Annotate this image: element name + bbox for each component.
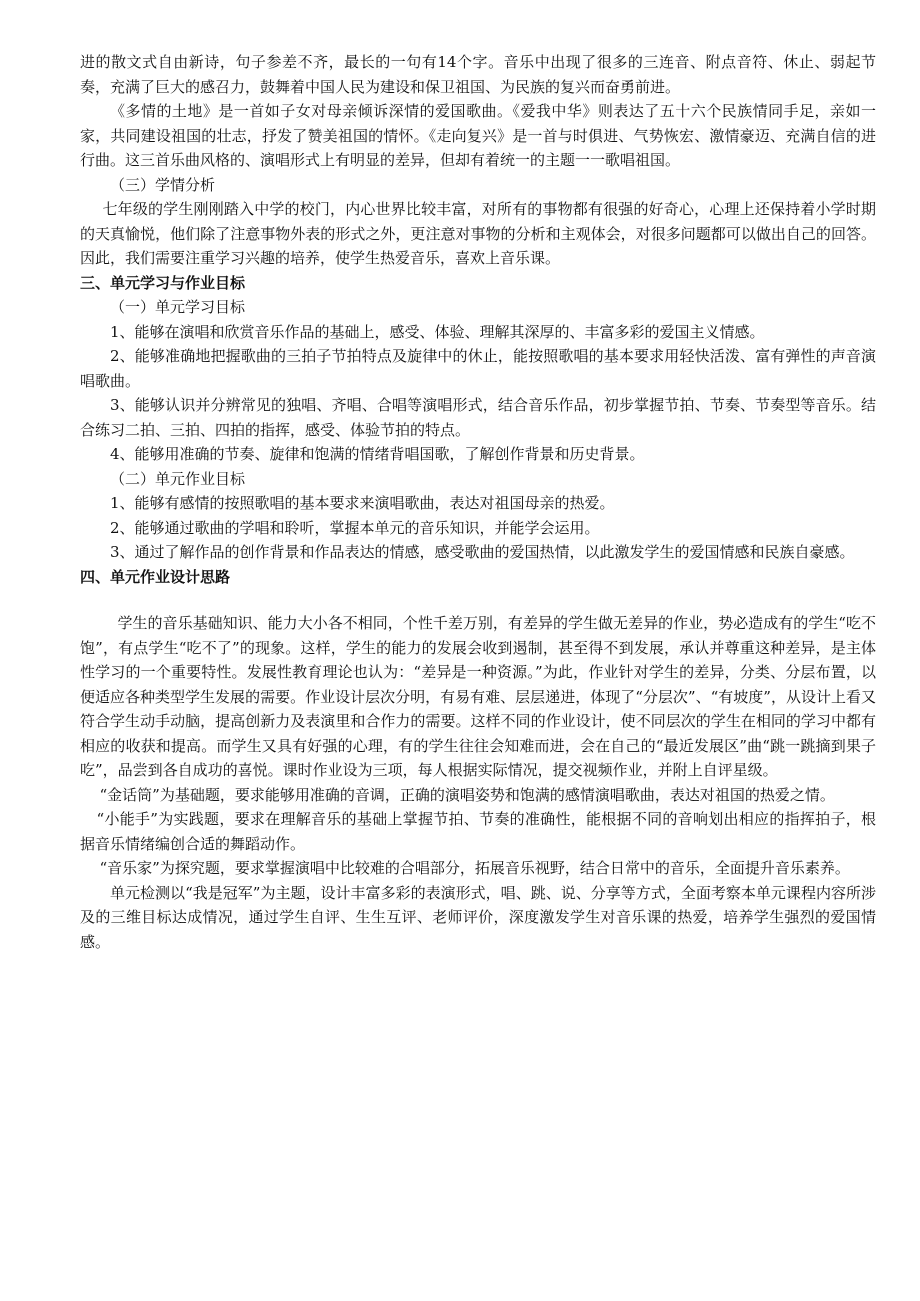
subheading-student-analysis: （三）学情分析 (110, 175, 216, 194)
paragraph-golden-microphone: “金话筒”为基础题，要求能够用准确的音调，正确的演唱姿势和饱满的感情演唱歌曲，表达对祖国的热爱之情。 (99, 785, 835, 804)
paragraph-three-songs: 《多情的土地》是一首如子女对母亲倾诉深情的爱国歌曲。《爱我中华》则表达了五十六个民族情同手足，亲如一家，共同建设祖国的壮志，抒发了赞美祖国的情怀。《走向复兴》是一首与时俱进、气势恢宏、激情豪迈、充满自信的进行曲。这三首乐曲风格的、演唱形式上有明显的差异，但却有着统一的主题一一歌唱祖国。 (80, 102, 876, 169)
homework-goal-3: 3、通过了解作品的创作背景和作品表达的情感，感受歌曲的爱国热情，以此激发学生的爱国情感和民族自豪感。 (110, 543, 855, 561)
homework-goal-2: 2、能够通过歌曲的学唱和聆听，掌握本单元的音乐知识，并能学会运用。 (110, 518, 600, 537)
paragraph-student-analysis: 七年级的学生刚刚踏入中学的校门，内心世界比较丰富，对所有的事物都有很强的好奇心，心理上还保持着小学时期的天真愉悦，他们除了注意事物外表的形式之外，更注意对事物的分析和主观体会，对很多问题都可以做出自己的回答。因此，我们需要注重学习兴趣的培养，使学生热爱音乐，喜欢上音乐课。 (80, 200, 876, 267)
paragraph-musician: “音乐家”为探究题，要求掌握演唱中比较难的合唱部分，拓展音乐视野，结合日常中的音乐，全面提升音乐素养。 (99, 859, 850, 877)
paragraph-little-expert: “小能手”为实践题，要求在理解音乐的基础上掌握节拍、节奏的准确性，能根据不同的音响划出相应的指挥拍子，根据音乐情绪编创合适的舞蹈动作。 (80, 810, 876, 853)
paragraph-design-rationale: 学生的音乐基础知识、能力大小各不相同，个性千差万别，有差异的学生做无差异的作业，势必造成有的学生“吃不饱”，有点学生“吃不了”的现象。这样，学生的能力的发展会收到遏制，甚至得不到发展，承认并尊重这种差异，是主体性学习的一个重要特性。发展性教育理论也认为：“差异是一种资源。”为此，作业针对学生的差异，分类、分层布置，以便适应各种类型学生发展的需要。作业设计层次分明，有易有难、层层递进，体现了“分层次”、“有坡度”，从设计上看又符合学生动手动脑，提高创新力及表演里和合作力的需要。这样不同的作业设计，使不同层次的学生在相同的学习中都有相应的收获和提高。而学生又具有好强的心理，有的学生往往会知难而进，会在自己的“最近发展区”曲“跳一跳摘到果子吃”，品尝到各自成功的喜悦。课时作业设为三项，每人根据实际情况，提交视频作业，并附上自评星级。 (80, 614, 876, 779)
goal-item-3: 3、能够认识并分辨常见的独唱、齐唱、合唱等演唱形式，结合音乐作品，初步掌握节拍、节奏、节奏型等音乐。结合练习二拍、三拍、四拍的指挥，感受、体验节拍的特点。 (80, 396, 876, 439)
heading-learning-goals: 三、单元学习与作业目标 (80, 273, 246, 292)
paragraph-unit-assessment: 单元检测以“我是冠军”为主题，设计丰富多彩的表演形式，唱、跳、说、分享等方式，全面考察本单元课程内容所涉及的三维目标达成情况，通过学生自评、生生互评、老师评价，深度激发学生对音乐课的热爱，培养学生强烈的爱国情感。 (80, 883, 876, 951)
goal-item-2: 2、能够准确地把握歌曲的三拍子节拍特点及旋律中的休止，能按照歌唱的基本要求用轻快活泼、富有弹性的声音演唱歌曲。 (80, 347, 876, 390)
goal-item-1: 1、能够在演唱和欣赏音乐作品的基础上，感受、体验、理解其深厚的、丰富多彩的爱国主义情感。 (110, 322, 765, 341)
paragraph-music-intro-continued: 进的散文式自由新诗，句子参差不齐，最长的一句有14个字。音乐中出现了很多的三连音、附点音符、休止、弱起节奏，充满了巨大的感召力，鼓舞着中国人民为建设和保卫祖国、为民族的复兴而奋勇前进。 (80, 53, 876, 96)
homework-goal-1: 1、能够有感情的按照歌唱的基本要求来演唱歌曲，表达对祖国母亲的热爱。 (110, 494, 615, 512)
subheading-unit-homework-goals: （二）单元作业目标 (110, 469, 246, 488)
heading-homework-design: 四、单元作业设计思路 (80, 567, 231, 586)
goal-item-4: 4、能够用准确的节奏、旋律和饱满的情绪背唱国歌，了解创作背景和历史背景。 (110, 445, 645, 463)
subheading-unit-learning-goals: （一）单元学习目标 (110, 298, 246, 316)
